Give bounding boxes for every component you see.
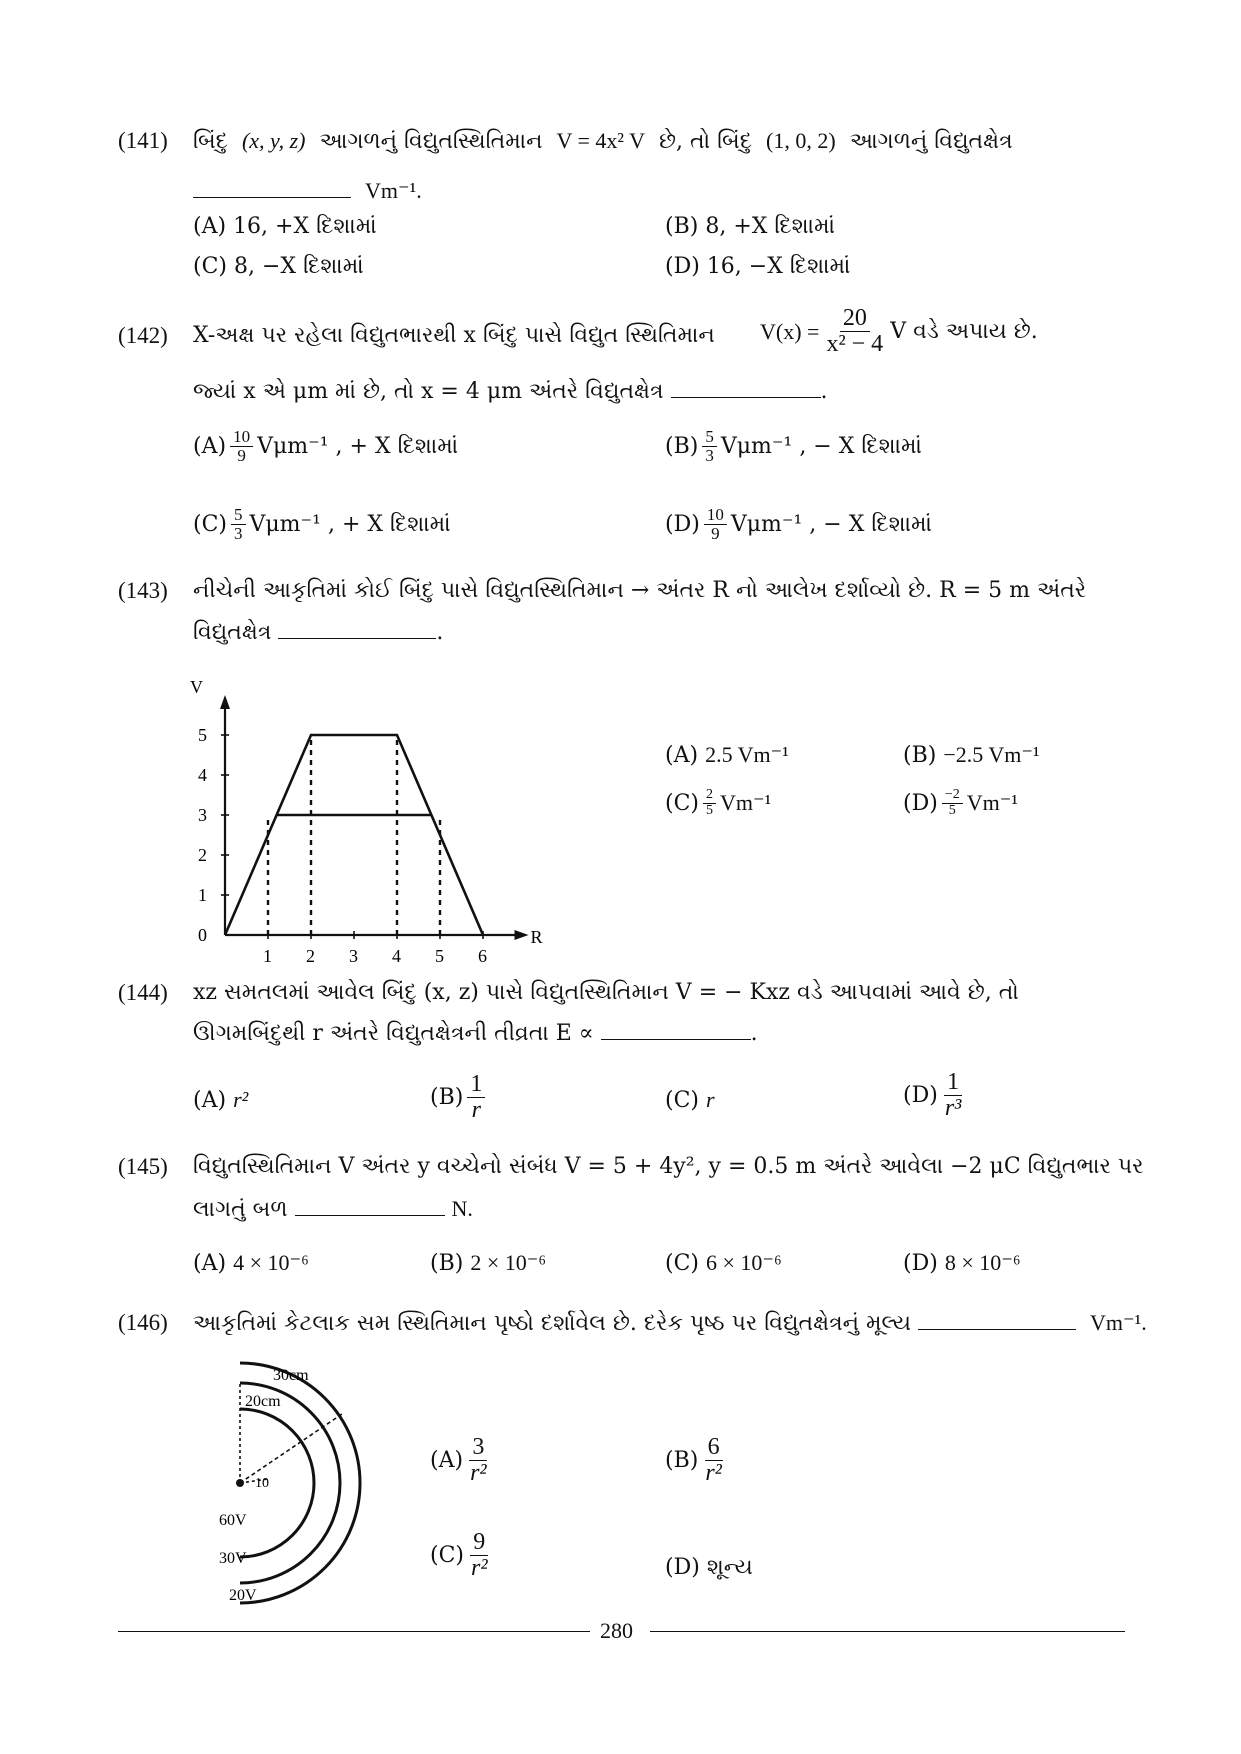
q146-number: (146) <box>118 1310 168 1335</box>
q141-option-a[interactable]: (A) 16, +X દિશામાં <box>193 214 377 239</box>
x-tick-label-1: 1 <box>263 946 272 966</box>
q145-option-a[interactable]: (A) 4 × 10⁻⁶ <box>193 1250 309 1276</box>
q142-equation: V(x) = $\frac{20}{\text{x² − 4}}$ V વડે અપાય છે. <box>760 305 1038 358</box>
q141-blank-line: Vm⁻¹. <box>193 178 422 204</box>
y-tick-label-2: 2 <box>198 845 207 865</box>
series-line-V(R) <box>225 735 483 935</box>
q145-option-d[interactable]: (D) 8 × 10⁻⁶ <box>903 1250 1021 1276</box>
q144-option-c[interactable]: (C) r <box>665 1087 715 1113</box>
q146-option-c[interactable]: (C) $\frac{9}{\text{r²}}$ <box>430 1529 488 1582</box>
q145-option-b[interactable]: (B) 2 × 10⁻⁶ <box>430 1250 547 1276</box>
q143-line2: વિદ્યુતક્ષેત્ર . <box>193 620 444 645</box>
y-tick-label-5: 5 <box>198 725 207 745</box>
page-number: 280 <box>600 1618 633 1643</box>
q141-text: બિંદુ (x, y, z) આગળનું વિદ્યુતસ્થિતિમાન V = 4x² V છે, તો બિંદુ (1, 0, 2) આગળનું વિદ્યુતક્ષેત્ર <box>193 128 1013 154</box>
q142-option-a[interactable]: (A) $\frac{10}{9}$ Vμm⁻¹ , + X દિશામાં <box>193 427 459 465</box>
q144-option-b[interactable]: (B) $\frac{1}{r}$ <box>430 1072 489 1123</box>
x-tick-label-6: 6 <box>478 946 487 966</box>
q142-number: (142) <box>118 323 168 348</box>
x-tick-label-2: 2 <box>306 946 315 966</box>
q143-option-b[interactable]: (B) −2.5 Vm⁻¹ <box>903 742 1040 768</box>
q145-line2: લાગતું બળ N. <box>193 1196 473 1222</box>
q144-line2: ઊગમબિંદુથી r અંતરે વિદ્યુતક્ષેત્રની તીવ્રતા E ∝ . <box>193 1021 758 1046</box>
y-tick-label-0: 0 <box>198 925 207 945</box>
x-tick-label-3: 3 <box>349 946 358 966</box>
x-axis-label: R <box>530 927 543 947</box>
q143-option-d[interactable]: (D) $\frac{-2}{5}$ Vm⁻¹ <box>903 787 1018 818</box>
q141-option-b[interactable]: (B) 8, +X દિશામાં <box>665 214 835 239</box>
q146-option-d[interactable]: (D) શૂન્ય <box>665 1555 753 1580</box>
footer-rule-left <box>118 1631 590 1632</box>
q146-option-a[interactable]: (A) $\frac{3}{\text{r²}}$ <box>430 1434 487 1487</box>
surface-10cm <box>240 1409 314 1557</box>
q143-number: (143) <box>118 578 168 603</box>
q144-number: (144) <box>118 980 168 1005</box>
y-tick-label-4: 4 <box>198 765 207 785</box>
center-point <box>236 1479 244 1487</box>
label-60v: 60V <box>219 1512 247 1529</box>
q142-option-b[interactable]: (B) $\frac{5}{3}$ Vμm⁻¹ , − X દિશામાં <box>665 427 922 465</box>
x-tick-label-5: 5 <box>435 946 444 966</box>
q143-option-c[interactable]: (C) $\frac{2}{5}$ Vm⁻¹ <box>665 787 772 818</box>
q142-option-d[interactable]: (D) $\frac{10}{9}$ Vμm⁻¹ , − X દિશામાં <box>665 505 932 543</box>
x-tick-label-4: 4 <box>392 946 401 966</box>
q143-graph <box>170 680 570 980</box>
q142-option-c[interactable]: (C) $\frac{5}{3}$ Vμm⁻¹ , + X દિશામાં <box>193 505 451 543</box>
x-axis-arrow <box>515 930 529 940</box>
q145-number: (145) <box>118 1154 168 1179</box>
q146-line1: આકૃતિમાં કેટલાક સમ સ્થિતિમાન પૃષ્ઠો દર્શાવેલ છે. દરેક પૃષ્ઠ પર વિદ્યુતક્ષેત્રનું મૂલ્ય Vm⁻¹. <box>193 1310 1147 1336</box>
q144-line1: xz સમતલમાં આવેલ બિંદુ (x, z) પાસે વિદ્યુતસ્થિતિમાન V = − Kxz વડે આપવામાં આવે છે, તો <box>193 980 1019 1005</box>
q145-line1: વિદ્યુતસ્થિતિમાન V અંતર y વચ્ચેનો સંબંધ V = 5 + 4y², y = 0.5 m અંતરે આવેલા −2 μC વિદ્યુતભાર પર <box>193 1154 1144 1179</box>
q141-option-c[interactable]: (C) 8, −X દિશામાં <box>193 254 364 279</box>
y-axis-label: V <box>190 680 203 697</box>
label-20v: 20V <box>229 1587 257 1604</box>
q145-option-c[interactable]: (C) 6 × 10⁻⁶ <box>665 1250 782 1276</box>
q142-text: X-અક્ષ પર રહેલા વિદ્યુતભારથી x બિંદુ પાસે વિદ્યુત સ્થિતિમાન <box>193 323 715 348</box>
label-30cm: 30cm <box>273 1367 309 1384</box>
footer-rule-right <box>650 1631 1125 1632</box>
q146-option-b[interactable]: (B) $\frac{6}{\text{r²}}$ <box>665 1434 722 1487</box>
radius-line-30 <box>240 1414 342 1483</box>
label-30v: 30V <box>219 1550 247 1567</box>
q141-number: (141) <box>118 128 168 153</box>
q141-option-d[interactable]: (D) 16, −X દિશામાં <box>665 254 851 279</box>
q144-option-d[interactable]: (D) $\frac{1}{\text{r³}}$ <box>903 1069 962 1122</box>
q146-equipotential-figure <box>205 1355 380 1605</box>
q143-option-a[interactable]: (A) 2.5 Vm⁻¹ <box>665 742 789 768</box>
y-axis-arrow <box>220 695 230 709</box>
q143-line1: નીચેની આકૃતિમાં કોઈ બિંદુ પાસે વિદ્યુતસ્થિતિમાન → અંતર R નો આલેખ દર્શાવ્યો છે. R = 5 m અંતરે <box>193 578 1087 603</box>
label-20cm: 20cm <box>245 1393 281 1410</box>
q144-option-a[interactable]: (A) r² <box>193 1087 249 1113</box>
q142-line2: જ્યાં x એ μm માં છે, તો x = 4 μm અંતરે વિદ્યુતક્ષેત્ર . <box>193 379 828 404</box>
label-10: 10 <box>255 1476 269 1491</box>
y-tick-label-3: 3 <box>198 805 207 825</box>
y-tick-label-1: 1 <box>198 885 207 905</box>
